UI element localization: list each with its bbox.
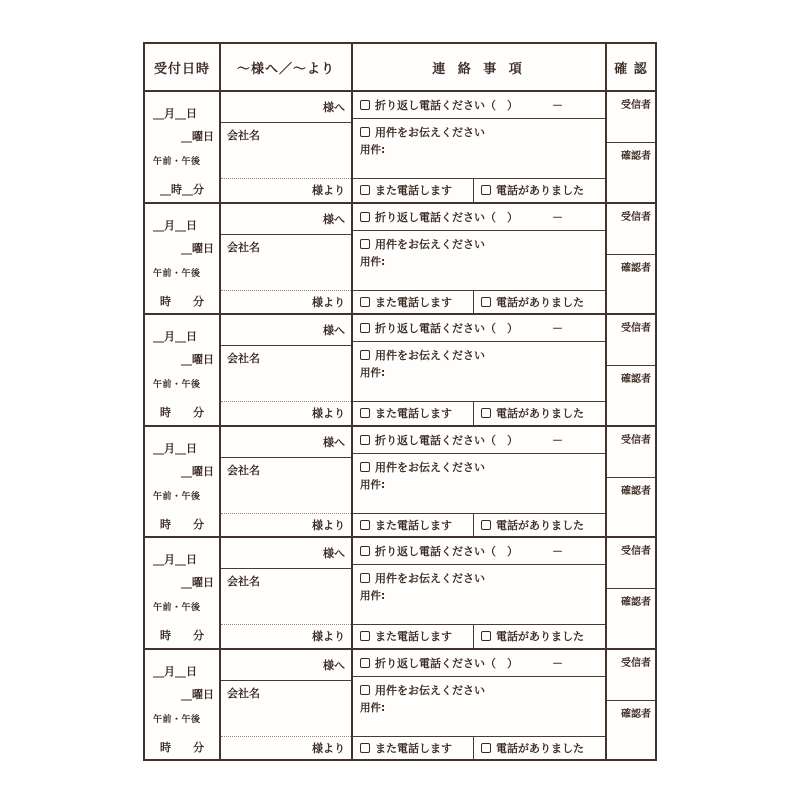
callback-option	[353, 204, 605, 231]
call-again-checkbox-icon	[360, 297, 370, 307]
memo-row	[145, 204, 655, 316]
to-from-cell	[221, 204, 353, 314]
to-name-cell	[221, 204, 351, 235]
to-name-cell	[221, 650, 351, 681]
company-name-cell	[221, 458, 351, 514]
time-label: 時 分	[160, 406, 204, 419]
confirmer-sign-cell	[607, 143, 655, 202]
to-suffix-label: 様へ	[323, 101, 345, 114]
receiver-sign-cell	[607, 538, 655, 589]
callback-checkbox-icon	[360, 212, 370, 222]
callback-option	[353, 427, 605, 454]
to-suffix-label: 様へ	[323, 212, 345, 226]
callback-checkbox-icon	[360, 435, 370, 445]
to-from-cell	[221, 538, 353, 648]
company-label: 会社名	[227, 686, 260, 700]
memo-row	[145, 538, 655, 650]
confirmation-cell	[607, 315, 655, 425]
call-again-checkbox-icon	[360, 520, 370, 530]
company-label: 会社名	[227, 240, 260, 254]
call-again-label: また電話します	[375, 518, 452, 532]
tell-message-option	[353, 231, 605, 291]
header-cell-messages	[353, 44, 607, 90]
callback-checkbox-icon	[360, 658, 370, 668]
confirmation-cell	[607, 650, 655, 760]
weekday-label: __曜日	[181, 241, 214, 255]
call-again-label: また電話します	[375, 630, 452, 644]
confirmer-label: 確認者	[621, 597, 651, 608]
reception-datetime-cell	[145, 204, 221, 314]
header-cell-confirm	[607, 44, 655, 90]
tell-message-option	[353, 342, 605, 402]
receiver-label: 受信者	[621, 211, 651, 223]
am-pm-label: 午前・午後	[153, 491, 201, 502]
phone-number-dash: －	[552, 322, 563, 335]
receiver-sign-cell	[607, 427, 655, 478]
tell-message-option	[353, 677, 605, 737]
header-confirm-label: 確 認	[614, 61, 648, 77]
weekday-label: __曜日	[181, 687, 214, 701]
call-again-option	[353, 179, 474, 202]
had-call-checkbox-icon	[481, 743, 491, 753]
callback-label: 折り返し電話ください（ ）	[375, 322, 518, 335]
from-name-cell	[221, 291, 351, 314]
callback-label: 折り返し電話ください（ ）	[375, 99, 518, 112]
time-label: 時 分	[160, 740, 204, 754]
call-status-row	[353, 625, 605, 648]
phone-memo-table	[143, 42, 657, 761]
had-call-label: 電話がありました	[496, 630, 584, 644]
to-from-cell	[221, 650, 353, 760]
receiver-sign-cell	[607, 204, 655, 255]
month-day-label: __月__日	[153, 218, 197, 232]
tell-message-label: 用件をお伝えください	[375, 126, 485, 139]
confirmer-label: 確認者	[621, 151, 651, 162]
time-label: 時 分	[160, 517, 204, 531]
confirmation-cell	[607, 427, 655, 537]
time-label: 時 分	[160, 629, 204, 642]
had-call-label: 電話がありました	[496, 407, 584, 421]
confirmer-sign-cell	[607, 589, 655, 648]
table-header-row	[145, 44, 655, 92]
header-messages-label: 連 絡 事 項	[432, 61, 526, 77]
confirmer-sign-cell	[607, 255, 655, 314]
callback-label: 折り返し電話ください（ ）	[375, 433, 518, 447]
header-date-time-label: 受付日時	[153, 61, 210, 77]
company-name-cell	[221, 681, 351, 737]
from-name-cell	[221, 625, 351, 648]
confirmation-cell	[607, 204, 655, 314]
callback-label: 折り返し電話ください（ ）	[375, 210, 518, 224]
had-call-option	[474, 291, 605, 314]
call-again-checkbox-icon	[360, 631, 370, 641]
company-label: 会社名	[227, 575, 260, 588]
call-again-label: また電話します	[375, 407, 452, 421]
am-pm-label: 午前・午後	[153, 380, 201, 390]
tell-message-checkbox-icon	[360, 685, 370, 695]
company-name-cell	[221, 123, 351, 179]
company-name-cell	[221, 235, 351, 291]
call-again-option	[353, 291, 474, 314]
receiver-sign-cell	[607, 650, 655, 701]
from-suffix-label: 様より	[312, 407, 345, 421]
company-label: 会社名	[227, 463, 260, 477]
callback-label: 折り返し電話ください（ ）	[375, 545, 518, 558]
receiver-label: 受信者	[621, 100, 651, 111]
tell-message-option	[353, 119, 605, 179]
had-call-checkbox-icon	[481, 297, 491, 307]
to-name-cell	[221, 92, 351, 123]
company-label: 会社名	[227, 352, 260, 365]
confirmer-label: 確認者	[621, 708, 651, 720]
call-again-option	[353, 514, 474, 537]
phone-number-dash: －	[552, 545, 563, 558]
had-call-label: 電話がありました	[496, 741, 584, 755]
call-again-option	[353, 737, 474, 760]
to-suffix-label: 様へ	[323, 435, 345, 449]
confirmer-sign-cell	[607, 478, 655, 537]
month-day-label: __月__日	[153, 441, 197, 455]
from-name-cell	[221, 402, 351, 425]
weekday-label: __曜日	[181, 576, 214, 589]
tell-message-checkbox-icon	[360, 462, 370, 472]
to-from-cell	[221, 427, 353, 537]
message-prefix-label: 用件:	[360, 590, 386, 602]
had-call-option	[474, 625, 605, 648]
had-call-label: 電話がありました	[496, 295, 584, 309]
message-prefix-label: 用件:	[360, 255, 386, 268]
callback-checkbox-icon	[360, 546, 370, 556]
receiver-label: 受信者	[621, 657, 651, 669]
had-call-label: 電話がありました	[496, 184, 584, 198]
message-prefix-label: 用件:	[360, 144, 386, 156]
tell-message-checkbox-icon	[360, 573, 370, 583]
memo-row	[145, 315, 655, 427]
tell-message-checkbox-icon	[360, 127, 370, 137]
confirmer-label: 確認者	[621, 374, 651, 385]
to-suffix-label: 様へ	[323, 658, 345, 672]
tell-message-label: 用件をお伝えください	[375, 460, 485, 474]
confirmation-cell	[607, 538, 655, 648]
to-from-cell	[221, 315, 353, 425]
call-status-row	[353, 737, 605, 760]
had-call-checkbox-icon	[481, 631, 491, 641]
messages-cell	[353, 650, 607, 760]
tell-message-checkbox-icon	[360, 239, 370, 249]
receiver-label: 受信者	[621, 434, 651, 446]
had-call-label: 電話がありました	[496, 518, 584, 532]
call-again-label: また電話します	[375, 295, 452, 309]
time-label: __時__分	[160, 183, 204, 196]
am-pm-label: 午前・午後	[153, 603, 201, 613]
tell-message-option	[353, 454, 605, 514]
message-prefix-label: 用件:	[360, 478, 386, 491]
messages-cell	[353, 204, 607, 314]
callback-option	[353, 650, 605, 677]
to-suffix-label: 様へ	[323, 547, 345, 560]
callback-option	[353, 315, 605, 342]
message-prefix-label: 用件:	[360, 367, 386, 379]
weekday-label: __曜日	[181, 353, 214, 366]
month-day-label: __月__日	[153, 107, 197, 120]
month-day-label: __月__日	[153, 664, 197, 678]
call-status-row	[353, 514, 605, 537]
phone-number-dash: －	[552, 99, 563, 112]
from-name-cell	[221, 179, 351, 202]
tell-message-label: 用件をお伝えください	[375, 237, 485, 251]
call-status-row	[353, 291, 605, 314]
from-suffix-label: 様より	[312, 184, 345, 198]
call-status-row	[353, 402, 605, 425]
call-again-option	[353, 625, 474, 648]
from-suffix-label: 様より	[312, 630, 345, 644]
company-label: 会社名	[227, 129, 260, 142]
tell-message-label: 用件をお伝えください	[375, 349, 485, 362]
callback-option	[353, 538, 605, 565]
month-day-label: __月__日	[153, 330, 197, 343]
messages-cell	[353, 538, 607, 648]
phone-number-dash: －	[552, 433, 563, 447]
had-call-option	[474, 179, 605, 202]
header-cell-date-time	[145, 44, 221, 90]
to-name-cell	[221, 538, 351, 569]
am-pm-label: 午前・午後	[153, 268, 201, 279]
am-pm-label: 午前・午後	[153, 157, 201, 167]
confirmer-label: 確認者	[621, 485, 651, 497]
tell-message-checkbox-icon	[360, 350, 370, 360]
memo-row	[145, 92, 655, 204]
memo-row	[145, 650, 655, 760]
company-name-cell	[221, 346, 351, 402]
from-suffix-label: 様より	[312, 518, 345, 532]
receiver-label: 受信者	[621, 546, 651, 557]
callback-label: 折り返し電話ください（ ）	[375, 656, 518, 670]
weekday-label: __曜日	[181, 464, 214, 478]
tell-message-label: 用件をお伝えください	[375, 572, 485, 585]
callback-checkbox-icon	[360, 323, 370, 333]
company-name-cell	[221, 569, 351, 625]
callback-option	[353, 92, 605, 119]
reception-datetime-cell	[145, 315, 221, 425]
messages-cell	[353, 427, 607, 537]
had-call-checkbox-icon	[481, 520, 491, 530]
had-call-checkbox-icon	[481, 185, 491, 195]
had-call-option	[474, 402, 605, 425]
to-name-cell	[221, 427, 351, 458]
messages-cell	[353, 92, 607, 202]
reception-datetime-cell	[145, 538, 221, 648]
reception-datetime-cell	[145, 650, 221, 760]
weekday-label: __曜日	[181, 130, 214, 143]
messages-cell	[353, 315, 607, 425]
had-call-checkbox-icon	[481, 408, 491, 418]
from-suffix-label: 様より	[312, 295, 345, 309]
confirmer-sign-cell	[607, 366, 655, 425]
am-pm-label: 午前・午後	[153, 714, 201, 725]
header-cell-to-from	[221, 44, 353, 90]
callback-checkbox-icon	[360, 100, 370, 110]
confirmation-cell	[607, 92, 655, 202]
call-again-option	[353, 402, 474, 425]
had-call-option	[474, 737, 605, 760]
confirmer-label: 確認者	[621, 262, 651, 274]
call-again-checkbox-icon	[360, 185, 370, 195]
receiver-label: 受信者	[621, 323, 651, 334]
phone-number-dash: －	[552, 210, 563, 224]
call-again-checkbox-icon	[360, 743, 370, 753]
header-to-from-label: ～様へ／～より	[236, 61, 335, 77]
time-label: 時 分	[160, 294, 204, 308]
month-day-label: __月__日	[153, 553, 197, 566]
receiver-sign-cell	[607, 92, 655, 143]
confirmer-sign-cell	[607, 701, 655, 760]
message-prefix-label: 用件:	[360, 701, 386, 714]
had-call-option	[474, 514, 605, 537]
to-name-cell	[221, 315, 351, 346]
memo-row	[145, 427, 655, 539]
tell-message-option	[353, 565, 605, 625]
tell-message-label: 用件をお伝えください	[375, 683, 485, 697]
phone-number-dash: －	[552, 656, 563, 670]
receiver-sign-cell	[607, 315, 655, 366]
to-suffix-label: 様へ	[323, 324, 345, 337]
from-suffix-label: 様より	[312, 741, 345, 755]
call-again-label: また電話します	[375, 741, 452, 755]
call-status-row	[353, 179, 605, 202]
call-again-checkbox-icon	[360, 408, 370, 418]
to-from-cell	[221, 92, 353, 202]
call-again-label: また電話します	[375, 184, 452, 198]
reception-datetime-cell	[145, 92, 221, 202]
from-name-cell	[221, 737, 351, 760]
from-name-cell	[221, 514, 351, 537]
reception-datetime-cell	[145, 427, 221, 537]
